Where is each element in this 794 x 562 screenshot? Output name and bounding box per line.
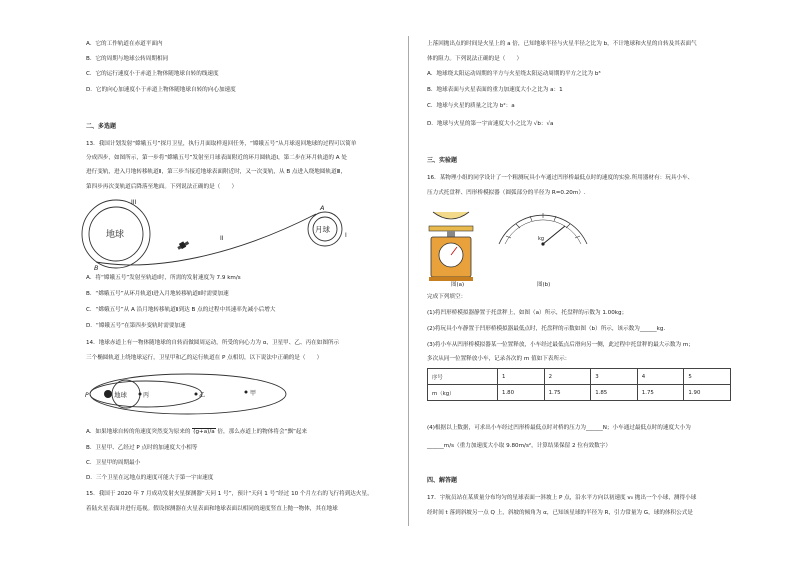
q13-line: 13．我国计划发射“嫦娥五号”探月卫星，执行月面取样返回任务，“嫦娥五号”从月球返回地球的过程可以简单 [86, 141, 357, 147]
inner-label: 丙 [143, 392, 150, 399]
table-cell: 序号 [428, 369, 498, 385]
satellite-jia-dot [245, 391, 248, 394]
q16-step-line: (1)将凹形桥模拟器静置于托盘秤上，如图（a）所示，托盘秤的示数为 1.00kg； [427, 310, 628, 316]
section-title-experiment: 三、实验题 [427, 157, 458, 164]
moon-label: 月球 [315, 225, 330, 234]
satellite-yi-dot [195, 393, 198, 396]
q15-line: 着陆火星表面并进行巡视。假设探测器在火星表面和地球表面以相同的速度竖直上抛一物体，其在地球 [86, 506, 338, 512]
earth-label: 地球 [106, 230, 125, 240]
mid-label: 乙 [199, 392, 206, 399]
q16-step-line: 完成下列填空： [427, 294, 467, 300]
q16-line: 16．某物理小组的同学设计了一个粗测玩具小车通过凹形桥最低点时的速度的实验.所用器材有：玩具小车、 [427, 175, 694, 181]
table-cell: m（kg） [428, 385, 498, 401]
table-cell: 4 [637, 369, 684, 385]
q16-step-line: 多次从同一位置释放小车，记录各次的 m 值如下表所示： [427, 356, 571, 362]
outer-label: 甲 [250, 390, 257, 397]
q12-option-d: D．它的向心加速度小于赤道上物体随地球自转的向心加速度 [86, 87, 236, 93]
q14-option-a-suffix: 倍，那么赤道上的物体将会“飘”起来 [217, 429, 308, 435]
section-title-multiple-choice: 二、多选题 [86, 123, 117, 130]
q17-line: 经时间 t 落到斜坡另一点 Q 上，斜坡的倾角为 α，已知该星球的半径为 R，引力常量为 G，球的体积公式是 [427, 510, 693, 516]
q15-option-a: A．地球绕太阳运动周期的平方与火星绕太阳运动周期的平方之比为 b³ [427, 71, 601, 77]
q16-step-line: (3)将小车从凹形桥模拟器某一位置释放，小车经过最低点后滑向另一侧，此过程中托盘秤的最大示数为 m； [427, 342, 694, 348]
q15-continued-line: 上落回抛出点的时间是火星上的 a 倍，已知地球半径与火星半径之比为 b，不计地球和火星的自转及其表面气 [427, 41, 697, 47]
measurement-table [427, 368, 731, 401]
point-b-label: B [94, 264, 99, 272]
gauge-unit-label: kg [538, 236, 545, 242]
table-cell: 2 [544, 369, 591, 385]
q14-option-b: B．卫星甲、乙经过 P 点时的加速度大小相等 [86, 445, 198, 451]
table-cell: 1.90 [684, 385, 731, 401]
q13-line: 第四步再次变轨道后降落至地面。下列说法正确的是（ ） [86, 184, 238, 190]
table-cell: 1 [498, 369, 545, 385]
q12-option-a: A．它的工作轨道在赤道平面内 [86, 41, 163, 47]
q16-step4-line: ______m/s（重力加速度大小取 9.80m/s²，计算结果保留 2 位有效数字） [427, 443, 611, 449]
table-row [428, 385, 731, 401]
table-header-row [428, 369, 731, 385]
orbit-ii-label: II [220, 235, 224, 242]
q14-option-a-prefix: A．如果地球自转的角速度突然变为原来的 [86, 429, 191, 435]
table-cell: 1.85 [591, 385, 638, 401]
orbit-i-label: I [345, 232, 347, 239]
earth-dot [104, 390, 112, 398]
q14-option-c: C．卫星甲的周期最小 [86, 460, 141, 466]
caption-figure-b: 图(b) [537, 282, 551, 288]
orbit-iii-label: III [131, 199, 137, 206]
q14-option-a [86, 428, 307, 436]
q12-option-c: C．它的运行速度小于赤道上物体随地球自转的线速度 [86, 71, 219, 77]
q16-step4-line: (4)根据以上数据，可求出小车经过凹形桥最低点时对桥的压力为______N；小车通过最低点时的速度大小为 [427, 425, 691, 431]
section-title-answer: 四、解答题 [427, 477, 458, 484]
q14-line: 14．地球赤道上有一物体随地球的自转而做圆周运动，所受的向心力为 α，卫星甲、乙、丙在如图所示 [86, 340, 340, 346]
q17-line: 17．宇航员站在某质量分布均匀的星球表面一斜坡上 P 点，沿水平方向以初速度 v₀ 抛出一个小球，测得小球 [427, 495, 697, 501]
q13-line: 进行变轨，进入月地转移轨道Ⅱ，第三步当接近地球表面附近时，又一次变轨，从 B 点进入绕地圆轨道Ⅲ， [86, 169, 347, 175]
point-a-label: A [320, 204, 325, 212]
q14-option-d: D．三个卫星在远地点的速度可能大于第一宇宙速度 [86, 475, 214, 481]
sqrt-formula: (g+a)/a [193, 429, 215, 435]
q12-option-b: B．它的周期与地球公转周期相同 [86, 56, 169, 62]
earth-moon-orbit-figure [84, 196, 364, 272]
q15-option-c: C．地球与火星的质量之比为 b²：a [427, 103, 515, 109]
spacecraft-icon [177, 241, 189, 250]
caption-figure-a: 图(a) [451, 282, 465, 288]
q13-option-a: A．将“嫦娥五号”发射至轨道Ⅰ时，所需的发射速度为 7.9 km/s [86, 275, 241, 281]
table-cell: 1.75 [637, 385, 684, 401]
scale-figure [427, 200, 597, 286]
q15-line: 15．我国于 2020 年 7 月成功发射火星探测器“天问 1 号”，预计“天问 1 号”经过 10 个月左右的飞行将到达火星， [86, 491, 373, 497]
table-cell: 1.75 [544, 385, 591, 401]
q13-option-b: B．“嫦娥五号”从环月轨道Ⅰ进入月地转移轨道Ⅱ时需要加速 [86, 291, 229, 297]
q13-option-d: D．“嫦娥五号”在第四步变轨时需要加速 [86, 323, 186, 329]
q16-step-line: (2)将玩具小车静置于凹形桥模拟器最低点时，托盘秤的示数如图（b）所示，该示数为______kg. [427, 326, 666, 332]
point-p-label: P [85, 392, 89, 399]
table-cell: 5 [684, 369, 731, 385]
satellite-orbit-figure [86, 372, 296, 416]
q15-continued-line: 体的阻力。下列说法正确的是（ ） [427, 56, 523, 62]
q15-option-d: D．地球与火星的第一宇宙速度大小之比为 √b：√a [427, 121, 554, 127]
table-cell: 1.80 [498, 385, 545, 401]
q14-line: 三个椭圆轨道上绕地球运行，卫星甲和乙的运行轨道在 P 点相切，以下说法中正确的是（ ） [86, 355, 323, 361]
q13-line: 分成四步，如图所示，第一步将“嫦娥五号”发射至月球表面附近的环月圆轨道Ⅰ，第二步在环月轨道的 A 处 [86, 155, 347, 161]
satellite-bing-dot [139, 393, 142, 396]
tray-scale-drawing [429, 212, 473, 281]
table-cell: 3 [591, 369, 638, 385]
q16-line: 压力式托盘秤、凹形桥模拟器（圆弧部分的半径为 R=0.20m）. [427, 190, 586, 196]
earth-label: 地球 [114, 391, 127, 399]
column-divider [408, 36, 409, 526]
q13-option-c: C．“嫦娥五号”从 A 沿月地转移轨道Ⅱ到达 B 点的过程中其速率先减小后增大 [86, 307, 276, 313]
q15-option-b: B．地球表面与火星表面的重力加速度大小之比为 a：1 [427, 87, 563, 93]
